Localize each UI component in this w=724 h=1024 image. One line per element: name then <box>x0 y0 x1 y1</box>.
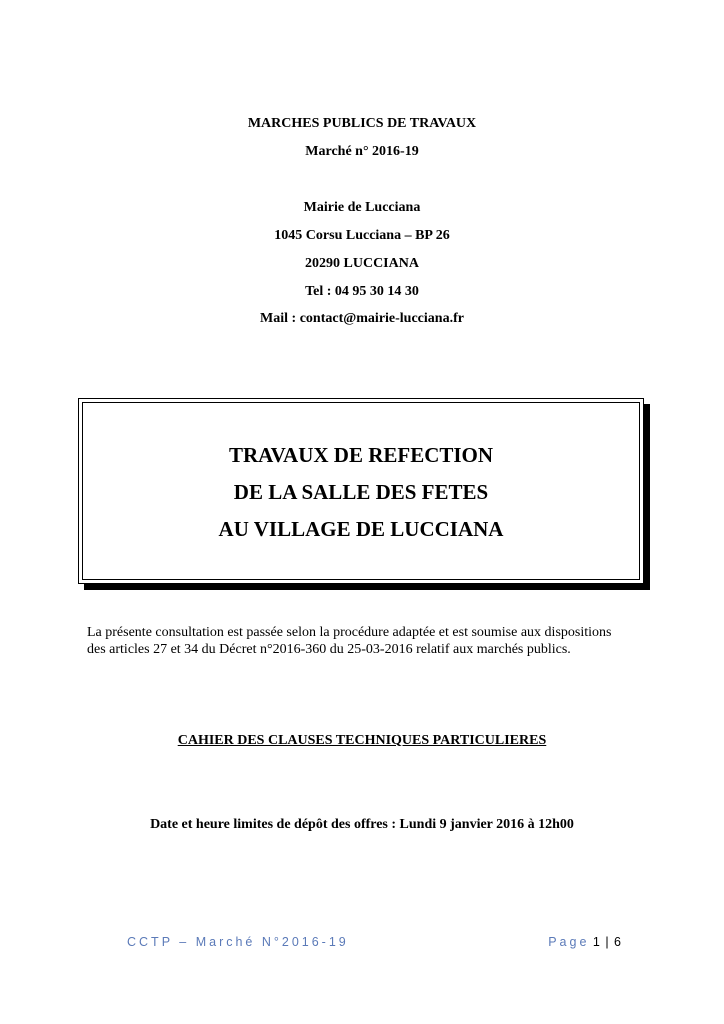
footer-page-label: Page <box>548 935 590 949</box>
email-address: Mail : contact@mairie-lucciana.fr <box>260 311 464 326</box>
footer-page-number: 1 | 6 <box>592 935 622 949</box>
address-line-2: 20290 LUCCIANA <box>305 256 419 271</box>
address-line-1: 1045 Corsu Lucciana – BP 26 <box>274 228 450 243</box>
phone-number: Tel : 04 95 30 14 30 <box>305 284 419 299</box>
section-heading-text: CAHIER DES CLAUSES TECHNIQUES PARTICULIERES <box>177 733 547 748</box>
footer-page-indicator <box>548 935 622 949</box>
title-line-3: AU VILLAGE DE LUCCIANA <box>218 517 504 541</box>
deadline-text: Date et heure limites de dépôt des offres : Lundi 9 janvier 2016 à 12h00 <box>150 817 574 832</box>
market-number: Marché n° 2016-19 <box>305 144 419 159</box>
consultation-paragraph <box>87 624 647 658</box>
consultation-line-2: des articles 27 et 34 du Décret n°2016-360 du 25-03-2016 relatif aux marchés publics. <box>87 642 571 657</box>
title-line-2: DE LA SALLE DES FETES <box>233 480 489 504</box>
title-box-inner-border <box>82 402 640 580</box>
organization-name: Mairie de Lucciana <box>303 200 421 215</box>
section-heading <box>0 732 724 750</box>
title-line-1: TRAVAUX DE REFECTION <box>228 443 494 467</box>
consultation-line-1: La présente consultation est passée selon la procédure adaptée et est soumise aux dispositions <box>87 625 612 640</box>
title-box <box>78 398 644 584</box>
header-title: MARCHES PUBLICS DE TRAVAUX <box>247 116 477 131</box>
footer-document-reference: CCTP – Marché N°2016-19 <box>127 935 349 949</box>
